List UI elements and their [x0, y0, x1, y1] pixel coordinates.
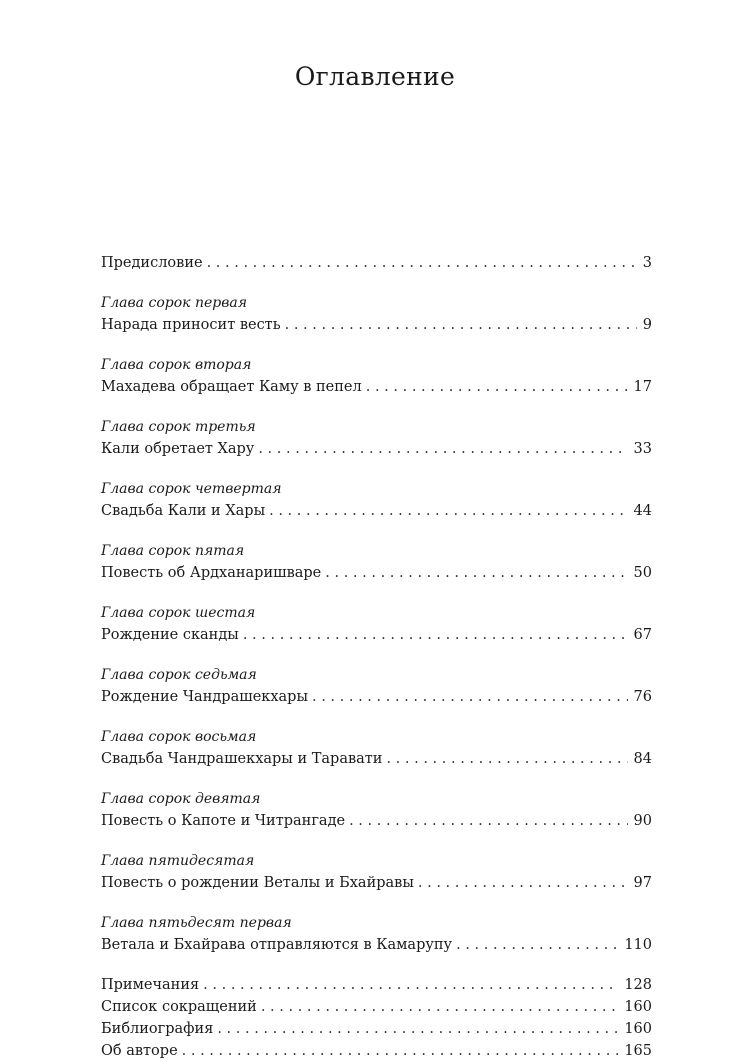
- entry-title: Об авторе: [101, 1043, 178, 1059]
- dot-leader: [217, 1018, 618, 1040]
- toc-entry-bibliography: [101, 1018, 652, 1040]
- chapter-label: Глава сорок четвертая: [101, 481, 282, 497]
- chapter-label: Глава сорок третья: [101, 419, 256, 435]
- toc-entry-chapter-50: [101, 850, 652, 894]
- page-number: 33: [633, 441, 652, 457]
- dot-leader: [182, 1040, 619, 1062]
- chapter-label: Глава сорок вторая: [101, 357, 252, 373]
- toc-entry-chapter-45: [101, 540, 652, 584]
- chapter-label: Глава сорок девятая: [101, 791, 261, 807]
- entry-title: Нарада приносит весть: [101, 317, 281, 333]
- toc-line: [101, 974, 652, 996]
- page-number: 97: [633, 875, 652, 891]
- toc-line: [101, 810, 652, 832]
- dot-leader: [349, 810, 627, 832]
- toc-line: [101, 624, 652, 646]
- toc-line: [101, 872, 652, 894]
- toc-entry-chapter-41: [101, 292, 652, 336]
- chapter-label: Глава пятьдесят первая: [101, 915, 292, 931]
- page-number: 3: [642, 255, 652, 271]
- table-of-contents: [101, 252, 652, 1062]
- dot-leader: [418, 872, 628, 894]
- dot-leader: [261, 996, 618, 1018]
- entry-title: Махадева обращает Каму в пепел: [101, 379, 362, 395]
- entry-title: Список сокращений: [101, 999, 257, 1015]
- chapter-label: Глава сорок седьмая: [101, 667, 257, 683]
- page-number: 160: [624, 1021, 652, 1037]
- page-number: 44: [633, 503, 652, 519]
- toc-entry-chapter-43: [101, 416, 652, 460]
- toc-line: [101, 252, 652, 274]
- toc-line: [101, 500, 652, 522]
- dot-leader: [269, 500, 627, 522]
- entry-title: Повесть о Капоте и Читрангаде: [101, 813, 346, 829]
- toc-line: [101, 996, 652, 1018]
- page-number: 110: [624, 937, 652, 953]
- entry-title: Свадьба Чандрашекхары и Таравати: [101, 751, 383, 767]
- toc-line: [101, 376, 652, 398]
- toc-line: [101, 748, 652, 770]
- dot-leader: [312, 686, 628, 708]
- toc-line: [101, 438, 652, 460]
- entry-title: Библиография: [101, 1021, 214, 1037]
- dot-leader: [243, 624, 628, 646]
- entry-title: Примечания: [101, 977, 200, 993]
- dot-leader: [325, 562, 627, 584]
- page-title: Оглавление: [294, 62, 456, 91]
- entry-title: Рождение сканды: [101, 627, 239, 643]
- toc-entry-chapter-49: [101, 788, 652, 832]
- dot-leader: [456, 934, 618, 956]
- toc-line: [101, 934, 652, 956]
- page-number: 128: [624, 977, 652, 993]
- toc-entry-chapter-48: [101, 726, 652, 770]
- page-number: 76: [633, 689, 652, 705]
- dot-leader: [386, 748, 627, 770]
- dot-leader: [203, 974, 618, 996]
- chapter-label: Глава сорок первая: [101, 295, 247, 311]
- entry-title: Повесть о рождении Веталы и Бхайравы: [101, 875, 414, 891]
- toc-entry-chapter-47: [101, 664, 652, 708]
- toc-line: [101, 1040, 652, 1062]
- page-number: 90: [633, 813, 652, 829]
- chapter-label: Глава пятидесятая: [101, 853, 255, 869]
- chapter-label: Глава сорок шестая: [101, 605, 256, 621]
- toc-entry-about-author: [101, 1040, 652, 1062]
- toc-entry-chapter-51: [101, 912, 652, 956]
- dot-leader: [366, 376, 628, 398]
- page-number: 17: [633, 379, 652, 395]
- chapter-label: Глава сорок пятая: [101, 543, 245, 559]
- toc-entry-preface: [101, 252, 652, 274]
- chapter-label: Глава сорок восьмая: [101, 729, 257, 745]
- toc-line: [101, 314, 652, 336]
- entry-title: Свадьба Кали и Хары: [101, 503, 266, 519]
- entry-title: Предисловие: [101, 255, 203, 271]
- entry-title: Кали обретает Хару: [101, 441, 255, 457]
- entry-title: Рождение Чандрашекхары: [101, 689, 308, 705]
- toc-line: [101, 1018, 652, 1040]
- entry-title: Повесть об Ардханаришваре: [101, 565, 322, 581]
- page-number: 160: [624, 999, 652, 1015]
- page-number: 165: [624, 1043, 652, 1059]
- page-number: 84: [633, 751, 652, 767]
- toc-line: [101, 562, 652, 584]
- dot-leader: [207, 252, 637, 274]
- toc-line: [101, 686, 652, 708]
- toc-entry-abbreviations: [101, 996, 652, 1018]
- toc-entry-chapter-46: [101, 602, 652, 646]
- toc-entry-chapter-44: [101, 478, 652, 522]
- toc-entry-chapter-42: [101, 354, 652, 398]
- page-number: 9: [642, 317, 652, 333]
- toc-entry-notes: [101, 974, 652, 996]
- dot-leader: [258, 438, 627, 460]
- page-number: 67: [633, 627, 652, 643]
- page-number: 50: [633, 565, 652, 581]
- dot-leader: [285, 314, 637, 336]
- entry-title: Ветала и Бхайрава отправляются в Камарупу: [101, 937, 453, 953]
